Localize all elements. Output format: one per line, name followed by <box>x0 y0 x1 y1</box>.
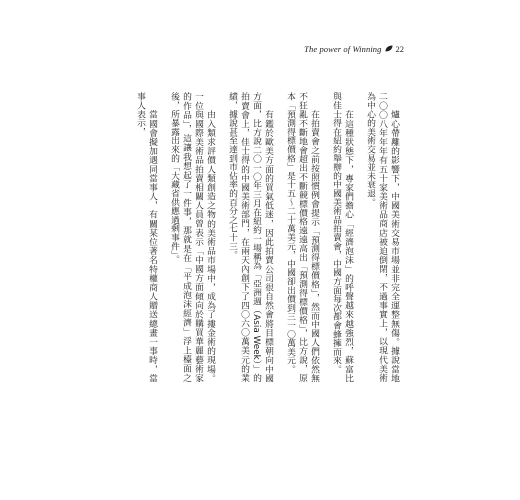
running-header <box>304 44 404 54</box>
vertical-body-text <box>112 92 400 382</box>
running-title: The power of Winning <box>304 44 382 54</box>
paragraph-1: 爐心帶離的影響下，中國美術交易市場並非完全運整無傷。據說當地二〇〇八年年年有五十家美術品商店被迫倒閉，不過事實上，以現代美術為中心的美術交易並未衰退。 <box>365 92 399 382</box>
paragraph-4: 有鑑於歐美方面的買氣低迷，因此拍賣公司很自然會將目標朝向中國方面，比方說二〇一〇年三月在紐約一場稱為「亞洲週（Asia Week）」的拍賣會上，佳士得的中國美術部門，在兩天內創下了四〇六〇萬美元的業績，據說甚至達到市佔率的百分之七十三。 <box>227 92 273 382</box>
leaf-icon <box>385 45 393 54</box>
paragraph-3: 在拍賣會之前按照慣例會提示「預測得標價格」，然而中國人們依然無不狂亂不斷地會超出不斷競標價格遠遠高出「預測得標價格」，比方說，原本「預測得標價格」是十五～二十萬美元，中國卻出價到三一〇萬美元。 <box>285 92 319 382</box>
page-number: 22 <box>395 44 404 54</box>
paragraph-6: 當國會擬加遇同當事人，有關某位著名特權商人贈送總畫一事時，當事人表示， <box>135 92 157 382</box>
paragraph-5: 由入類求評價人類創造之物的美術品市場中，成為了摟金術的現場。一位與國際美術品拍賣相關人員曾表示「中國方面傾向於購買華麗藝術家的作品」，這讓我想起了一件事，那就是在「平成泡沫經濟」浮上檯面之後，所暴露出來的「大藏省供應過剩事件」。 <box>169 92 215 382</box>
paragraph-2: 在這種狀態下，專家們擔心「經濟泡沫」的呼聲越來越強烈，蘇富比與佳士得在紐約舉辦的中國美術品拍賣會，中國方面每次都會蜂擁而來。 <box>331 92 353 382</box>
leaf-icon-svg <box>385 45 393 52</box>
